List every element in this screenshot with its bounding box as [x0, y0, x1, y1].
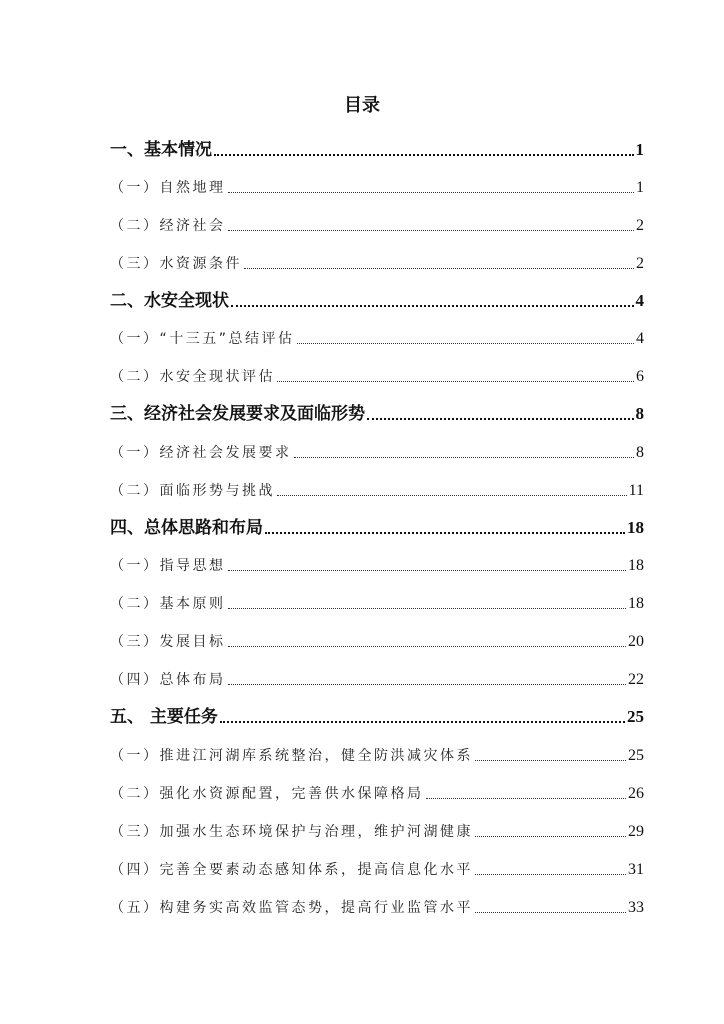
- toc-entry-label: 五、 主要任务: [110, 707, 218, 727]
- toc-entry-label: （二）经济社会: [110, 218, 226, 234]
- toc-page-number: 4: [636, 330, 644, 347]
- toc-entry-label: 二、水安全现状: [110, 291, 229, 311]
- toc-entry[interactable]: [110, 209, 644, 235]
- toc-entry-label: （一）推进江河湖库系统整治，健全防洪减灾体系: [110, 748, 473, 764]
- toc-dot-leader: [475, 874, 626, 875]
- toc-dot-leader: [228, 570, 627, 571]
- toc-page-number: 25: [627, 707, 644, 726]
- toc-entry[interactable]: [110, 398, 644, 424]
- toc-dot-leader: [228, 646, 627, 647]
- toc-dot-leader: [426, 798, 627, 799]
- toc-dot-leader: [220, 721, 625, 723]
- toc-entry[interactable]: [110, 777, 644, 803]
- toc-page-number: 22: [628, 671, 644, 688]
- toc-page-number: 2: [636, 217, 644, 234]
- toc-page-number: 1: [635, 140, 644, 159]
- toc-entry-label: （二）水安全现状评估: [110, 369, 275, 385]
- toc-entry[interactable]: [110, 739, 644, 765]
- toc-entry[interactable]: [110, 891, 644, 917]
- toc-dot-leader: [297, 343, 634, 344]
- toc-page-number: 1: [636, 179, 644, 196]
- toc-entry-label: （一）指导思想: [110, 558, 226, 574]
- toc-entry-label: （三）水资源条件: [110, 256, 242, 272]
- toc-title: 目录: [344, 95, 380, 116]
- toc-page-number: 26: [628, 785, 644, 802]
- toc-entry-label: （二）面临形势与挑战: [110, 483, 275, 499]
- toc-entry-label: （一）“十三五”总结评估: [110, 331, 295, 347]
- toc-entry[interactable]: [110, 587, 644, 613]
- toc-entry[interactable]: [110, 436, 644, 462]
- toc-page-number: 8: [636, 444, 644, 461]
- toc-entry[interactable]: [110, 285, 644, 311]
- toc-page-number: 2: [636, 255, 644, 272]
- toc-page-number: 6: [636, 368, 644, 385]
- toc-dot-leader: [265, 532, 625, 534]
- toc-dot-leader: [277, 495, 627, 496]
- toc-dot-leader: [475, 912, 626, 913]
- toc-page-number: 31: [628, 861, 644, 878]
- toc-entry-label: 一、基本情况: [110, 140, 212, 160]
- toc-entry[interactable]: [110, 474, 644, 500]
- toc-page-number: 8: [635, 404, 644, 423]
- toc-dot-leader: [231, 305, 634, 307]
- toc-entry[interactable]: [110, 625, 644, 651]
- toc-entry-label: （四）总体布局: [110, 672, 226, 688]
- toc-entry[interactable]: [110, 512, 644, 538]
- toc-page-number: 11: [628, 482, 644, 499]
- toc-page-number: 4: [635, 291, 644, 310]
- toc-dot-leader: [367, 418, 634, 420]
- toc-entry[interactable]: [110, 360, 644, 386]
- toc-page-number: 25: [628, 747, 644, 764]
- toc-entry[interactable]: [110, 663, 644, 689]
- toc-dot-leader: [214, 154, 634, 156]
- toc-entry-label: （一）自然地理: [110, 180, 226, 196]
- toc-dot-leader: [277, 381, 634, 382]
- toc-page-number: 20: [628, 633, 644, 650]
- toc-entry[interactable]: [110, 134, 644, 160]
- toc-entry-label: （四）完善全要素动态感知体系，提高信息化水平: [110, 862, 473, 878]
- toc-dot-leader: [475, 836, 626, 837]
- toc-dot-leader: [475, 760, 626, 761]
- toc-dot-leader: [228, 192, 635, 193]
- toc-page-number: 18: [628, 557, 644, 574]
- toc-page-number: 33: [628, 899, 644, 916]
- toc-entry-label: （五）构建务实高效监管态势，提高行业监管水平: [110, 900, 473, 916]
- toc-entry-label: （三）发展目标: [110, 634, 226, 650]
- toc-entry[interactable]: [110, 322, 644, 348]
- toc-entry[interactable]: [110, 815, 644, 841]
- toc-entry-label: （二）基本原则: [110, 596, 226, 612]
- toc-dot-leader: [244, 268, 634, 269]
- toc-entry[interactable]: [110, 701, 644, 727]
- toc-page-number: 18: [628, 595, 644, 612]
- toc-entry[interactable]: [110, 549, 644, 575]
- toc-entry-label: 四、总体思路和布局: [110, 518, 263, 538]
- toc-entry-label: 三、经济社会发展要求及面临形势: [110, 404, 365, 424]
- toc-page-number: 29: [628, 823, 644, 840]
- toc-dot-leader: [228, 230, 635, 231]
- toc-dot-leader: [228, 608, 627, 609]
- toc-dot-leader: [294, 457, 635, 458]
- toc-entry-label: （一）经济社会发展要求: [110, 445, 292, 461]
- toc-entry-label: （二）强化水资源配置，完善供水保障格局: [110, 786, 424, 802]
- toc-entry-label: （三）加强水生态环境保护与治理，维护河湖健康: [110, 824, 473, 840]
- toc-entry[interactable]: [110, 171, 644, 197]
- toc-page-number: 18: [627, 518, 644, 537]
- toc-entry[interactable]: [110, 853, 644, 879]
- toc-dot-leader: [228, 684, 627, 685]
- toc-entry[interactable]: [110, 247, 644, 273]
